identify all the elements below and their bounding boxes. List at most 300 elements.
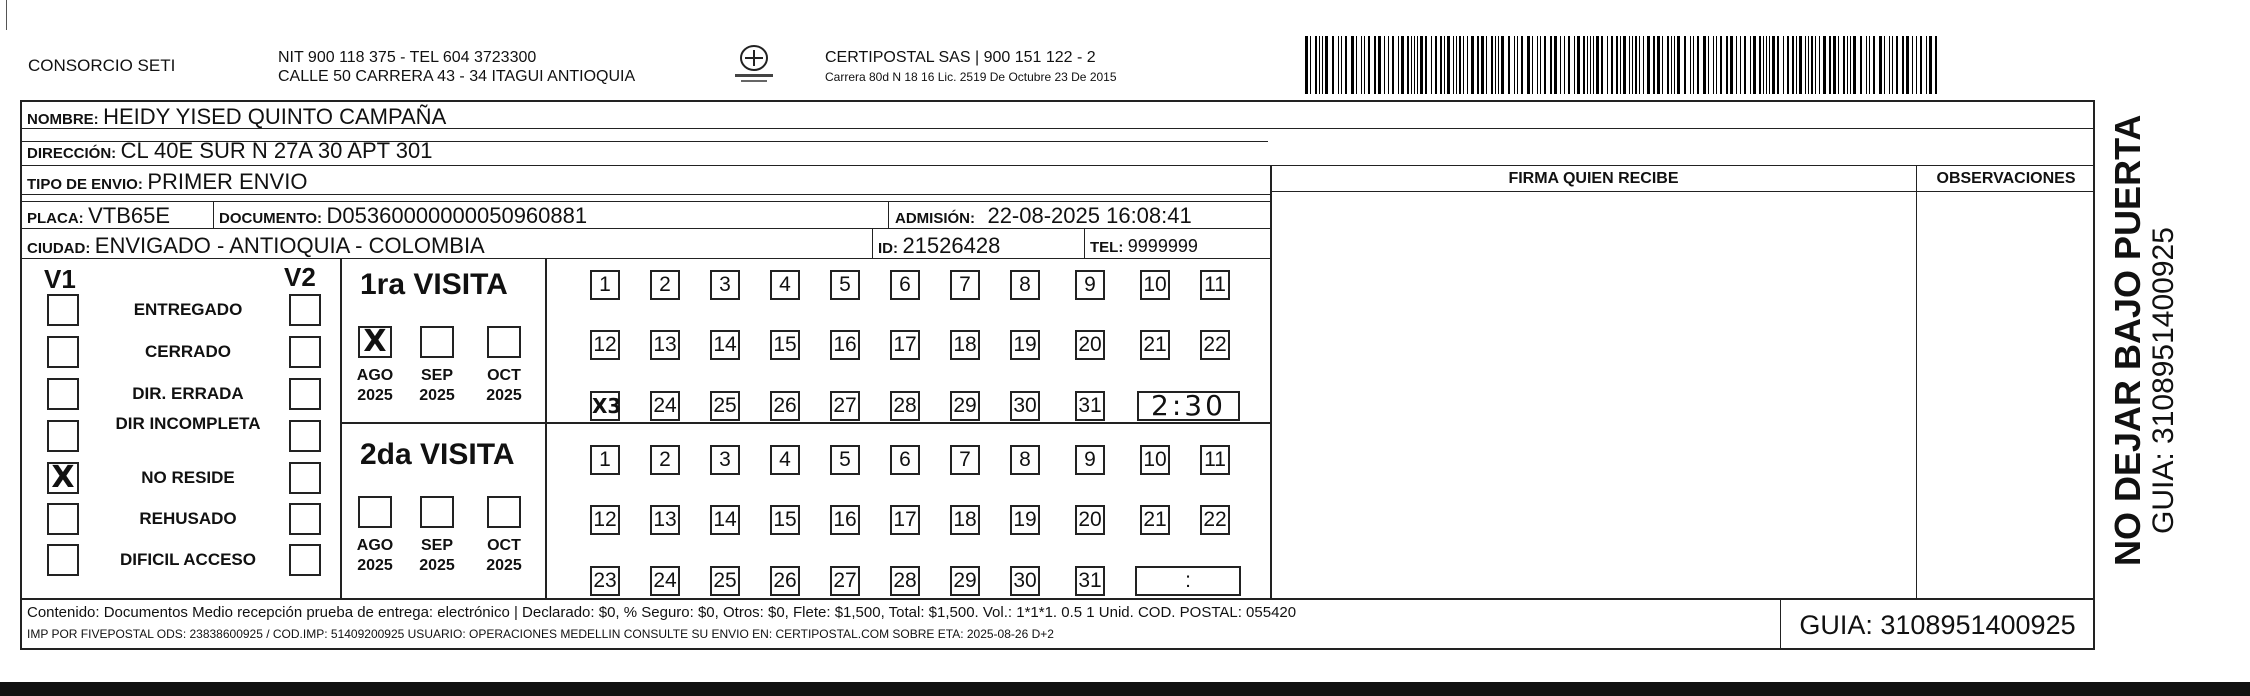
day-box[interactable]: 30: [1010, 566, 1040, 596]
barcode-bar: [1873, 36, 1875, 94]
certipostal-logo-icon: [733, 42, 775, 88]
day-box[interactable]: 28: [890, 566, 920, 596]
barcode-bar: [1435, 36, 1437, 94]
day-box[interactable]: 8: [1010, 445, 1040, 475]
side-warning: NO DEJAR BAJO PUERTA: [2107, 114, 2148, 566]
day-box[interactable]: 12: [590, 330, 620, 360]
barcode-bar: [1866, 36, 1867, 94]
direccion-label: DIRECCIÓN:: [27, 145, 117, 162]
barcode-bar: [1833, 36, 1836, 94]
day-box[interactable]: 14: [710, 505, 740, 535]
day-box[interactable]: 27: [830, 391, 860, 421]
day-box[interactable]: 9: [1075, 270, 1105, 300]
barcode-bar: [1740, 36, 1741, 94]
barcode-bar: [1322, 36, 1323, 94]
barcode-bar: [1374, 36, 1376, 94]
barcode-bar: [1517, 36, 1518, 94]
day-box[interactable]: 27: [830, 566, 860, 596]
barcode-bar: [1792, 36, 1794, 94]
month-label: [479, 536, 529, 576]
nombre-label: NOMBRE:: [27, 111, 99, 128]
barcode: [1305, 36, 1943, 94]
barcode-bar: [1838, 36, 1839, 94]
admision-label: ADMISIÓN:: [895, 210, 975, 227]
barcode-bar: [1521, 36, 1523, 94]
month-name: OCT: [487, 537, 521, 554]
barcode-bar: [1388, 36, 1389, 94]
day-box[interactable]: 2: [650, 270, 680, 300]
barcode-bar: [1431, 36, 1432, 94]
day-box[interactable]: 17: [890, 505, 920, 535]
month-label: [412, 536, 462, 576]
barcode-bar: [1315, 36, 1317, 94]
barcode-bar: [1398, 36, 1399, 94]
day-box[interactable]: 19: [1010, 505, 1040, 535]
barcode-bar: [1902, 36, 1904, 94]
barcode-bar: [1425, 36, 1427, 94]
barcode-bar: [1906, 36, 1909, 94]
barcode-bar: [1744, 36, 1746, 94]
barcode-bar: [1920, 36, 1922, 94]
barcode-bar: [1926, 36, 1927, 94]
day-box[interactable]: 18: [950, 330, 980, 360]
admision-value: 22-08-2025 16:08:41: [987, 203, 1192, 228]
tipo-label: TIPO DE ENVIO:: [27, 176, 143, 193]
month-year: 2025: [357, 557, 393, 574]
tel-value: 9999999: [1127, 236, 1198, 256]
barcode-bar: [1892, 36, 1893, 94]
barcode-bar: [1501, 36, 1504, 94]
barcode-bar: [1596, 36, 1599, 94]
barcode-bar: [1647, 36, 1650, 94]
observaciones-header: OBSERVACIONES: [1936, 170, 2076, 187]
month-name: SEP: [420, 367, 453, 384]
barcode-bar: [1341, 36, 1342, 94]
placa-cell: [27, 203, 170, 229]
barcode-bar: [1720, 36, 1722, 94]
v2-checkbox[interactable]: [289, 503, 321, 535]
side-guia: GUIA: 3108951400925: [2147, 227, 2180, 534]
month-label: [350, 536, 400, 576]
day-box[interactable]: 25: [710, 566, 740, 596]
day-box[interactable]: 15: [770, 330, 800, 360]
day-box[interactable]: 8: [1010, 270, 1040, 300]
barcode-bar: [1815, 36, 1816, 94]
month-checkbox[interactable]: [487, 326, 521, 358]
barcode-bar: [1332, 36, 1334, 94]
barcode-bar: [1850, 36, 1851, 94]
barcode-bar: [1889, 36, 1890, 94]
day-box[interactable]: 7: [950, 445, 980, 475]
barcode-bar: [1481, 36, 1484, 94]
observaciones-area[interactable]: [1918, 192, 2094, 597]
day-box[interactable]: 2: [650, 445, 680, 475]
barcode-bar: [1514, 36, 1515, 94]
day-box[interactable]: 25: [710, 391, 740, 421]
v2-header: V2: [284, 262, 316, 292]
barcode-bar: [1860, 36, 1862, 94]
barcode-bar: [1440, 36, 1442, 94]
barcode-bar: [1796, 36, 1797, 94]
day-box[interactable]: 29: [950, 566, 980, 596]
month-year: 2025: [486, 387, 522, 404]
barcode-bar: [1325, 36, 1328, 94]
v1-checkbox[interactable]: [47, 503, 79, 535]
day-box[interactable]: 19: [1010, 330, 1040, 360]
barcode-bar: [1407, 36, 1409, 94]
day-box[interactable]: 15: [770, 505, 800, 535]
barcode-bar: [1368, 36, 1370, 94]
address-line: CALLE 50 CARRERA 43 - 34 ITAGUI ANTIOQUIA: [278, 68, 636, 85]
barcode-bar: [1574, 36, 1575, 94]
barcode-bar: [1853, 36, 1856, 94]
month-year: 2025: [486, 557, 522, 574]
barcode-bar: [1697, 36, 1699, 94]
month-checkbox[interactable]: [358, 496, 392, 528]
reason-label: REHUSADO: [139, 509, 237, 528]
barcode-bar: [1491, 36, 1493, 94]
barcode-bar: [1935, 36, 1937, 94]
barcode-bar: [1378, 36, 1381, 94]
barcode-bar: [1772, 36, 1775, 94]
month-label: [350, 366, 400, 406]
day-box[interactable]: 13: [650, 330, 680, 360]
reason-label: NO RESIDE: [141, 468, 235, 487]
day-box[interactable]: 3: [710, 445, 740, 475]
barcode-bar: [1564, 36, 1565, 94]
barcode-bar: [1447, 36, 1450, 94]
reason-label: DIR. ERRADA: [132, 384, 244, 403]
barcode-bar: [1884, 36, 1885, 94]
barcode-bar: [1713, 36, 1714, 94]
barcode-bar: [1912, 36, 1913, 94]
v2-checkbox[interactable]: [289, 462, 321, 494]
barcode-bar: [1629, 36, 1630, 94]
barcode-bar: [1554, 36, 1557, 94]
day-box[interactable]: 7: [950, 270, 980, 300]
barcode-bar: [1708, 36, 1709, 94]
v1-checkbox[interactable]: [47, 294, 79, 326]
barcode-bar: [1508, 36, 1510, 94]
v2-checkbox[interactable]: [289, 544, 321, 576]
day-box[interactable]: 26: [770, 566, 800, 596]
month-checkbox[interactable]: [487, 496, 521, 528]
barcode-bar: [1463, 36, 1464, 94]
month-year: 2025: [419, 387, 455, 404]
v1-checkbox[interactable]: X: [47, 462, 79, 494]
reason-label: DIFICIL ACCESO: [119, 550, 256, 569]
tel-label: TEL:: [1090, 239, 1124, 256]
barcode-bar: [1495, 36, 1496, 94]
ciudad-cell: [27, 233, 485, 259]
ciudad-value: ENVIGADO - ANTIOQUIA - COLOMBIA: [94, 233, 485, 258]
day-box[interactable]: 29: [950, 391, 980, 421]
day-box[interactable]: 13: [650, 505, 680, 535]
direccion-row: [27, 138, 432, 164]
barcode-bar: [1799, 36, 1802, 94]
month-checkbox[interactable]: X: [358, 326, 392, 358]
day-box[interactable]: 6: [890, 270, 920, 300]
barcode-bar: [1587, 36, 1588, 94]
day-box[interactable]: 11: [1200, 445, 1230, 475]
barcode-bar: [1456, 36, 1457, 94]
firma-header: FIRMA QUIEN RECIBE: [1508, 170, 1679, 187]
month-label: [412, 366, 462, 406]
v2-checkbox[interactable]: [289, 294, 321, 326]
barcode-bar: [1805, 36, 1806, 94]
day-box[interactable]: 3: [710, 270, 740, 300]
tipo-value: PRIMER ENVIO: [147, 169, 308, 194]
nombre-value: HEIDY YISED QUINTO CAMPAÑA: [103, 104, 447, 129]
day-box[interactable]: 12: [590, 505, 620, 535]
month-name: OCT: [487, 367, 521, 384]
time-box[interactable]: :: [1135, 566, 1241, 596]
day-box[interactable]: 28: [890, 391, 920, 421]
nit-line: NIT 900 118 375 - TEL 604 3723300: [278, 49, 537, 66]
day-box[interactable]: 16: [830, 330, 860, 360]
day-box[interactable]: 24: [650, 566, 680, 596]
barcode-bar: [1532, 36, 1533, 94]
day-box[interactable]: 26: [770, 391, 800, 421]
barcode-bar: [1847, 36, 1848, 94]
barcode-bar: [1766, 36, 1767, 94]
documento-value: D05360000000050960881: [326, 203, 588, 228]
barcode-bar: [1459, 36, 1461, 94]
day-box[interactable]: 30: [1010, 391, 1040, 421]
barcode-bar: [1583, 36, 1585, 94]
reason-label: DIR INCOMPLETA: [115, 414, 261, 433]
barcode-bar: [1486, 36, 1487, 94]
barcode-bar: [1611, 36, 1613, 94]
imp-line: IMP POR FIVEPOSTAL ODS: 23838600925 / COD.IMP: 51409200925 USUARIO: OPERACIONES MEDELLIN CONSULTE SU ENVIO EN: CERTIPOSTAL.COM SOBRE ETA: 2025-08-26 D+2: [27, 627, 1054, 641]
day-box[interactable]: 18: [950, 505, 980, 535]
barcode-bar: [1364, 36, 1365, 94]
day-box[interactable]: 14: [710, 330, 740, 360]
day-box[interactable]: 21: [1140, 505, 1170, 535]
visit1-title: 1ra VISITA: [360, 268, 508, 301]
admision-cell: [895, 203, 1192, 229]
barcode-bar: [1392, 36, 1394, 94]
barcode-bar: [1467, 36, 1468, 94]
direccion-value: CL 40E SUR N 27A 30 APT 301: [120, 138, 433, 163]
barcode-bar: [1843, 36, 1845, 94]
barcode-bar: [1753, 36, 1756, 94]
month-checkbox[interactable]: [420, 326, 454, 358]
day-box[interactable]: 10: [1140, 270, 1170, 300]
barcode-bar: [1643, 36, 1644, 94]
barcode-bar: [1716, 36, 1717, 94]
barcode-bar: [1811, 36, 1813, 94]
barcode-bar: [1769, 36, 1770, 94]
barcode-bar: [1568, 36, 1570, 94]
month-year: 2025: [357, 387, 393, 404]
day-box[interactable]: 17: [890, 330, 920, 360]
id-label: ID:: [878, 240, 898, 257]
barcode-bar: [1674, 36, 1675, 94]
barcode-bar: [1305, 36, 1308, 94]
tel-cell: [1090, 236, 1198, 257]
day-box[interactable]: 5: [830, 270, 860, 300]
ciudad-label: CIUDAD:: [27, 240, 91, 257]
day-box[interactable]: 31: [1075, 566, 1105, 596]
barcode-bar: [1345, 36, 1347, 94]
placa-value: VTB65E: [88, 203, 171, 228]
day-box[interactable]: 11: [1200, 270, 1230, 300]
barcode-bar: [1690, 36, 1691, 94]
barcode-bar: [1736, 36, 1737, 94]
tipo-row: [27, 169, 307, 195]
barcode-bar: [1662, 36, 1663, 94]
barcode-bar: [1896, 36, 1898, 94]
day-box[interactable]: 4: [770, 270, 800, 300]
day-box[interactable]: 22: [1200, 330, 1230, 360]
barcode-bar: [1444, 36, 1445, 94]
day-box[interactable]: 22: [1200, 505, 1230, 535]
month-label: [479, 366, 529, 406]
barcode-bar: [1684, 36, 1686, 94]
barcode-bar: [1414, 36, 1415, 94]
barcode-bar: [1808, 36, 1809, 94]
barcode-bar: [1616, 36, 1618, 94]
barcode-bar: [1356, 36, 1357, 94]
barcode-bar: [1560, 36, 1561, 94]
contenido-line: Contenido: Documentos Medio recepción prueba de entrega: electrónico | Declarado: $0, % Seguro: $0, Otros: $0, Flete: $1,500, Total: $1,500. Vol.: 1*1*1. 0.5 1 Unid. COD. POSTAL: 055420: [27, 604, 1297, 621]
day-box[interactable]: 4: [770, 445, 800, 475]
scan-edge: [0, 682, 2250, 696]
barcode-bar: [1471, 36, 1474, 94]
month-year: 2025: [419, 557, 455, 574]
barcode-bar: [1550, 36, 1552, 94]
barcode-bar: [1777, 36, 1779, 94]
day-box[interactable]: 20: [1075, 330, 1105, 360]
barcode-bar: [1544, 36, 1546, 94]
day-box[interactable]: 5: [830, 445, 860, 475]
reason-label: CERRADO: [145, 342, 231, 361]
month-name: AGO: [356, 367, 394, 384]
v1-checkbox[interactable]: [47, 420, 79, 452]
v1-checkbox[interactable]: [47, 336, 79, 368]
barcode-bar: [1401, 36, 1404, 94]
v2-checkbox[interactable]: [289, 378, 321, 410]
barcode-bar: [1590, 36, 1591, 94]
barcode-bar: [1653, 36, 1655, 94]
barcode-bar: [1310, 36, 1311, 94]
day-box[interactable]: 9: [1075, 445, 1105, 475]
barcode-bar: [1829, 36, 1831, 94]
scan-edge-left: [6, 0, 7, 30]
barcode-bar: [1498, 36, 1499, 94]
barcode-bar: [1417, 36, 1418, 94]
month-checkbox[interactable]: [420, 496, 454, 528]
barcode-bar: [1667, 36, 1669, 94]
month-name: SEP: [420, 537, 453, 554]
barcode-bar: [1384, 36, 1385, 94]
v1-checkbox[interactable]: [47, 544, 79, 576]
month-name: AGO: [356, 537, 394, 554]
barcode-bar: [1657, 36, 1660, 94]
placa-label: PLACA:: [27, 210, 84, 227]
day-box[interactable]: 10: [1140, 445, 1170, 475]
barcode-bar: [1763, 36, 1764, 94]
barcode-bar: [1677, 36, 1680, 94]
barcode-bar: [1620, 36, 1621, 94]
documento-cell: [219, 203, 587, 229]
barcode-bar: [1730, 36, 1733, 94]
signature-area[interactable]: [1272, 192, 1915, 597]
barcode-bar: [1623, 36, 1626, 94]
day-box[interactable]: 31: [1075, 391, 1105, 421]
id-value: 21526428: [902, 233, 1001, 258]
company-name: CONSORCIO SETI: [28, 56, 176, 75]
barcode-bar: [1319, 36, 1320, 94]
time-box[interactable]: 2:30: [1137, 391, 1240, 421]
day-box[interactable]: 1: [590, 270, 620, 300]
barcode-bar: [1540, 36, 1541, 94]
barcode-bar: [1593, 36, 1594, 94]
id-cell: [878, 233, 1000, 259]
barcode-bar: [1759, 36, 1761, 94]
barcode-bar: [1869, 36, 1870, 94]
barcode-bar: [1671, 36, 1672, 94]
barcode-bar: [1879, 36, 1882, 94]
barcode-bar: [1527, 36, 1530, 94]
v1-checkbox[interactable]: [47, 378, 79, 410]
barcode-bar: [1639, 36, 1640, 94]
day-box[interactable]: 20: [1075, 505, 1105, 535]
barcode-bar: [1338, 36, 1339, 94]
barcode-bar: [1361, 36, 1362, 94]
barcode-bar: [1411, 36, 1412, 94]
barcode-bar: [1726, 36, 1728, 94]
nombre-row: [27, 104, 446, 130]
barcode-bar: [1750, 36, 1751, 94]
barcode-bar: [1351, 36, 1354, 94]
barcode-bar: [1783, 36, 1784, 94]
day-box[interactable]: 21: [1140, 330, 1170, 360]
barcode-bar: [1477, 36, 1479, 94]
barcode-bar: [1607, 36, 1608, 94]
visit2-title: 2da VISITA: [360, 438, 515, 471]
barcode-bar: [1537, 36, 1538, 94]
day-box[interactable]: 6: [890, 445, 920, 475]
barcode-bar: [1929, 36, 1932, 94]
barcode-bar: [1601, 36, 1603, 94]
barcode-bar: [1819, 36, 1820, 94]
day-box[interactable]: 24: [650, 391, 680, 421]
barcode-bar: [1632, 36, 1633, 94]
day-box[interactable]: 1: [590, 445, 620, 475]
barcode-bar: [1420, 36, 1423, 94]
barcode-bar: [1787, 36, 1789, 94]
day-box[interactable]: 23: [590, 566, 620, 596]
day-box[interactable]: X3: [590, 391, 620, 421]
barcode-bar: [1693, 36, 1694, 94]
barcode-bar: [1703, 36, 1706, 94]
barcode-bar: [1635, 36, 1637, 94]
barcode-bar: [1823, 36, 1826, 94]
v1-header: V1: [44, 264, 76, 294]
v2-checkbox[interactable]: [289, 420, 321, 452]
barcode-bar: [1453, 36, 1454, 94]
barcode-bar: [1916, 36, 1917, 94]
footer-guia: GUIA: 3108951400925: [1799, 610, 2076, 640]
day-box[interactable]: 16: [830, 505, 860, 535]
side-text: [2108, 115, 2180, 566]
v2-checkbox[interactable]: [289, 336, 321, 368]
barcode-bar: [1577, 36, 1580, 94]
reason-label: ENTREGADO: [133, 300, 243, 319]
certipostal-line: CERTIPOSTAL SAS | 900 151 122 - 2: [825, 49, 1096, 66]
